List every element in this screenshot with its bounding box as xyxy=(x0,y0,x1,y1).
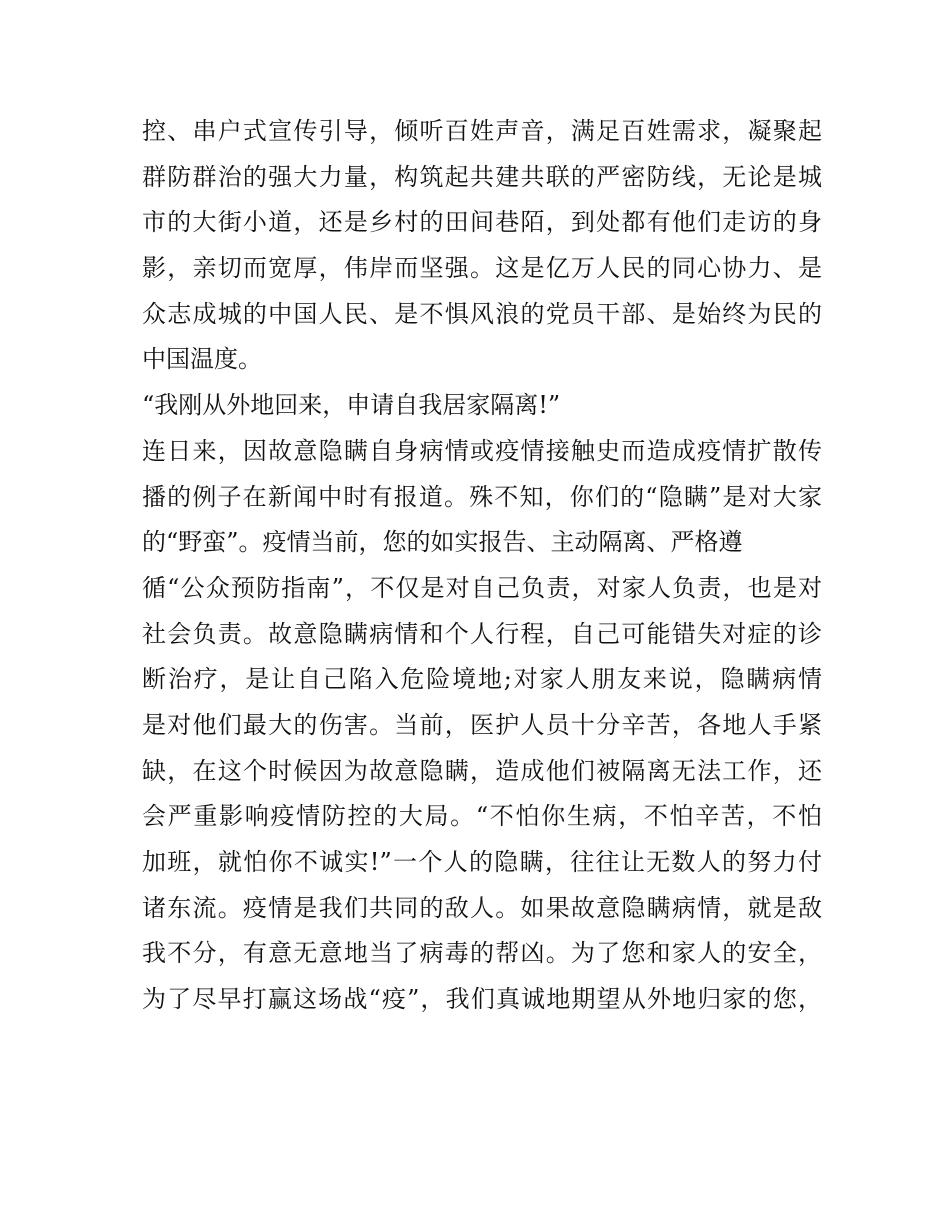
text-line: 播的例子在新闻中时有报道。殊不知，你们的“隐瞒”是对大家 xyxy=(142,482,822,511)
text-line: 连日来，因故意隐瞒自身病情或疫情接触史而造成疫情扩散传 xyxy=(142,436,822,465)
text-line: 市的大街小道，还是乡村的田间巷陌，到处都有他们走访的身 xyxy=(142,208,822,237)
text-line: 是对他们最大的伤害。当前，医护人员十分辛苦，各地人手紧 xyxy=(142,710,822,739)
text-line: 群防群治的强大力量，构筑起共建共联的严密防线，无论是城 xyxy=(142,162,822,191)
text-line: 会严重影响疫情防控的大局。“不怕你生病，不怕辛苦，不怕 xyxy=(142,802,822,831)
text-line: 为了尽早打赢这场战“疫”，我们真诚地期望从外地归家的您， xyxy=(142,985,822,1014)
text-line: 控、串户式宣传引导，倾听百姓声音，满足百姓需求，凝聚起 xyxy=(142,117,822,145)
text-line: 循“公众预防指南”，不仅是对自己负责，对家人负责，也是对 xyxy=(142,573,822,602)
text-line: 加班，就怕你不诚实!”一个人的隐瞒，往往让无数人的努力付 xyxy=(142,848,822,876)
quote-line: “我刚从外地回来，申请自我居家隔离!” xyxy=(142,391,561,420)
body-text xyxy=(142,109,822,1023)
text-line: 我不分，有意无意地当了病毒的帮凶。为了您和家人的安全， xyxy=(142,939,822,968)
text-line: 的“野蛮”。疫情当前，您的如实报告、主动隔离、严格遵 xyxy=(142,528,743,557)
text-line: 诸东流。疫情是我们共同的敌人。如果故意隐瞒病情，就是敌 xyxy=(142,893,822,922)
text-line: 断治疗，是让自己陷入危险境地;对家人朋友来说，隐瞒病情 xyxy=(142,665,822,694)
text-line: 影，亲切而宽厚，伟岸而坚强。这是亿万人民的同心协力、是 xyxy=(142,254,822,283)
text-line: 缺，在这个时候因为故意隐瞒，造成他们被隔离无法工作，还 xyxy=(142,756,822,785)
text-line: 中国温度。 xyxy=(142,345,262,374)
text-line: 众志成城的中国人民、是不惧风浪的党员干部、是始终为民的 xyxy=(142,299,822,328)
text-line: 社会负责。故意隐瞒病情和个人行程，自己可能错失对症的诊 xyxy=(142,619,822,648)
